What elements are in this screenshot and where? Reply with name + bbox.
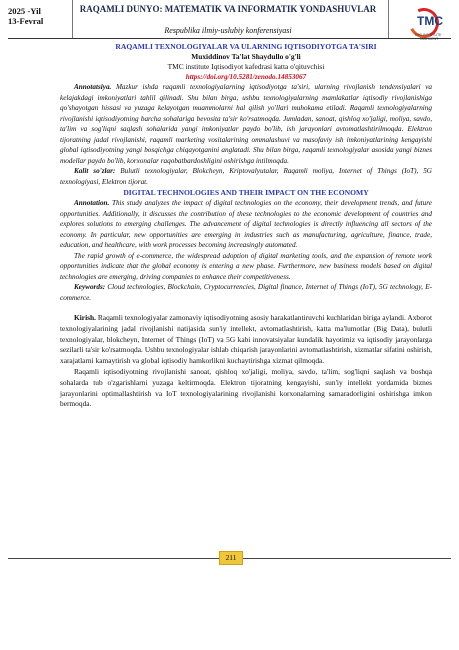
- author-institution: TMC institute Iqtisodiyot kafedrasi katta o'qituvchisi: [167, 62, 325, 71]
- body-paragraph-2: Raqamli iqtisodiyotning rivojlanishi sanoat, qishloq xo'jaligi, moliya, savdo, ta'lim, sog'liqni saqlash va boshqa sohalarda tub o'zgarishlarni yuzaga keltirmoqda. Elektron tijoratning kengayishi, sun'iy intellekt yordamida biznes jarayonlarini optimallashtirish va IoT texnologiyalarining rivojlanishi korxonalarning samaradorligini oshirishga imkon bermoqda.: [60, 366, 432, 409]
- date-year: 2025 -Yil: [8, 6, 41, 16]
- conference-date: [8, 6, 43, 26]
- abstract-label: Annotatsiya.: [74, 83, 112, 91]
- date-day: 13-Fevral: [8, 16, 44, 26]
- logo-text: TMC: [417, 14, 443, 28]
- annotation-label: Annotation.: [74, 199, 110, 207]
- abstract-en: [60, 198, 432, 251]
- article-title: RAQAMLI TEXNOLOGIYALAR VA ULARNING IQTISODIYOTGA TA'SIRI: [115, 42, 377, 51]
- keywords-uz: [60, 166, 432, 187]
- keywords-en-text: Cloud technologies, Blockchain, Cryptocurrencies, Digital finance, Internet of Things (IoT), 5G technology, E-commerce.: [60, 283, 432, 302]
- header-divider-left: [72, 0, 73, 38]
- article-body: [60, 42, 432, 410]
- abstract-uz: [60, 82, 432, 166]
- header-rule: [8, 38, 451, 39]
- conference-subtitle: Respublika ilmiy-uslubiy konferensiyasi: [164, 26, 292, 35]
- abstract-text: Mazkur ishda raqamli texnologiyalarning iqtisodiyotga ta'siri, ularning rivojlanish tendensiyalari va kelajakdagi imkoniyatlari tahlil qilinadi. Shu bilan birga, ushbu texnologiyalarning mamlakatlar iqtisodiy rivojlanishiga qo'shayotgan hissasi va yuzaga kelayotgan muammolarni hal qilish yo'llari muhokama etiladi. Raqamli texnologiyalarning rivojlanishi iqtisodiyotning barcha sohalariga bevosita ta'sir ko'rsatmoqda. Jumladan, sanoat, qishloq xo'jaligi, moliya, savdo, ta'lim va sog'liqni saqlash sohalarida yangi imkoniyatlar paydo bo'lib, ish jarayonlari avtomatlashtirilmoqda. Elektron tijoratning jadal rivojlanishi, raqamli marketing vositalarining ommalashuvi va masofaviy ish imkoniyatlarining kengayishi global iqtisodiyotning yangi bosqichga chiqayotganini anglatadi. Shu bilan birga, raqamli texnologiyalar asosida yangi biznes modellar paydo bo'lib, korxonalar raqobatbardoshligini oshirishga intilmoqda.: [60, 83, 432, 165]
- keywords-label: Kalit so'zlar:: [74, 167, 116, 175]
- conference-title: RAQAMLI DUNYO: MATEMATIK VA INFORMATIK YONDASHUVLAR: [79, 4, 377, 14]
- annotation-text: This study analyzes the impact of digital technologies on the economy, their development trends, and future opportunities. Additionally, it discusses the contribution of these technologies to the economic development of countries and explores solutions to emerging challenges. The advancement of digital technologies is directly influencing all sectors of the economy. In particular, new opportunities are emerging in industries such as manufacturing, agriculture, finance, trade, education, and healthcare, with work processes becoming increasingly automated.: [60, 199, 432, 249]
- keywords-text: Bulutli texnologiyalar, Blokcheyn, Kriptovalyutalar, Raqamli moliya, Internet of Things (IoT), 5G texnologiyasi, Elektron tijorat.: [60, 167, 432, 186]
- header-divider-right: [388, 0, 389, 38]
- english-title: DIGITAL TECHNOLOGIES AND THEIR IMPACT ON THE ECONOMY: [123, 188, 369, 197]
- intro-paragraph: [60, 313, 432, 367]
- page-number: 211: [219, 551, 243, 565]
- tmc-logo: [405, 6, 451, 40]
- intro-label: Kirish.: [74, 313, 96, 322]
- logo-caption: TMC INSTITUTE · TASHKENT: [414, 33, 444, 41]
- doi-link[interactable]: https://doi.org/10.5281/zenodo.14853067: [185, 73, 307, 81]
- author-name: Muxiddinov Ta'lat Shaydullo o'g'li: [191, 52, 301, 61]
- intro-text: Raqamli texnologiyalar zamonaviy iqtisodiyotning asosiy harakatlantiruvchi kuchlaridan biriga aylandi. Axborot texnologiyalarining jadal rivojlanishi natijasida sun'iy intellekt, avtomatlashtirish, katta ma'lumotlar (Big Data), bulutli texnologiyalar, blokcheyn, Internet of Things (IoT) va 5G kabi innovatsiyalar kundalik hayotimiz va iqtisodiy jarayonlarga sezilarli ta'sir ko'rsatmoqda. Ushbu texnologiyalar ishlab chiqarish jarayonlarini avtomatlashtirish, xizmatlar sifatini oshirish, xarajatlarni kamaytirish va global iqtisodiy hamkorlikni kuchaytirishga xizmat qilmoqda.: [60, 313, 432, 366]
- keywords-en: [60, 282, 432, 303]
- spacer: [60, 303, 432, 313]
- abstract-en-para2: The rapid growth of e-commerce, the widespread adoption of digital marketing tools, and the expansion of remote work opportunities indicate that the global economy is entering a new phase. Furthermore, new business models based on digital technologies are emerging, driving companies to enhance their competitiveness.: [60, 251, 432, 281]
- keywords-en-label: Keywords:: [74, 283, 106, 291]
